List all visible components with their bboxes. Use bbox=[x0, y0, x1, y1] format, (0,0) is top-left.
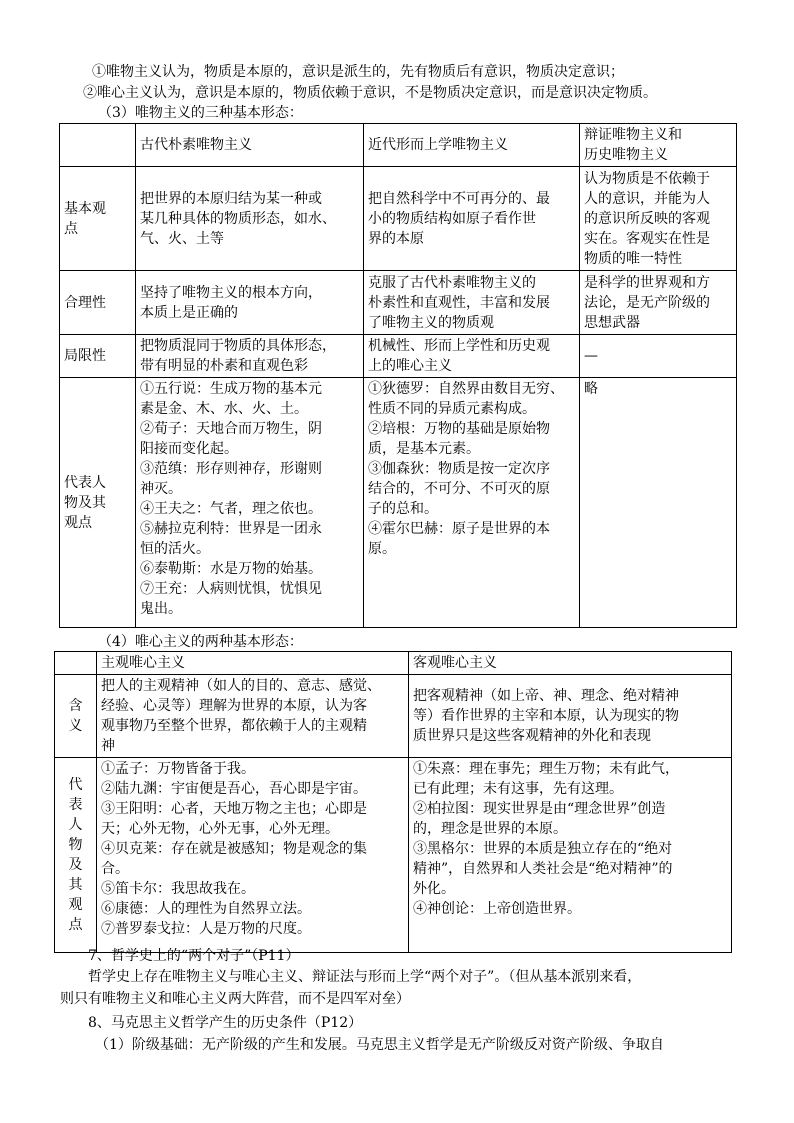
t1-cell-1 bbox=[136, 335, 364, 378]
cell-text-line: 朴素性和直观性，丰富和发展 bbox=[368, 294, 550, 311]
t2-row-label bbox=[55, 758, 97, 953]
cell-text-line: 已有此理；未有这事，先有这理。 bbox=[413, 781, 623, 797]
cell-text-line: 性质不同的异质元素构成。 bbox=[368, 401, 536, 417]
cell-text-line: 实在。客观实在性是 bbox=[584, 230, 710, 247]
cell-text-line: 观点 bbox=[64, 514, 92, 531]
cell-text-line: 恒的活火。 bbox=[140, 541, 210, 557]
cell-text-line: ③范缜：形存则神存，形谢则 bbox=[140, 461, 322, 477]
t1-header-2 bbox=[364, 124, 580, 167]
section-7-body-1: 哲学史上存在唯物主义与唯心主义、辩证法与形而上学“两个对子”。（但从基本派别来看， bbox=[88, 969, 642, 985]
t1-cell-3 bbox=[580, 167, 737, 271]
t1-cell-3 bbox=[580, 335, 737, 378]
materialism-forms-table bbox=[59, 123, 737, 628]
t1-cell-1 bbox=[136, 271, 364, 335]
t2-cell-1 bbox=[97, 675, 409, 758]
cell-text-line: 天；心外无物，心外无事，心外无理。 bbox=[101, 821, 339, 837]
cell-text-line: ③伽森狄：物质是按一定次序 bbox=[368, 461, 550, 477]
t1-header-1 bbox=[136, 124, 364, 167]
cell-text-line: 观事物乃至整个世界，都依赖于人的主观精 bbox=[101, 718, 367, 734]
cell-text-line: ②荀子：天地合而万物生，阴 bbox=[140, 421, 322, 437]
cell-text-line: 古代朴素唯物主义 bbox=[140, 137, 252, 153]
cell-text-line: 鬼出。 bbox=[140, 601, 182, 617]
t2-header-2 bbox=[409, 652, 732, 675]
cell-text-line: ⑥康德：人的理性为自然界立法。 bbox=[101, 901, 311, 917]
cell-text-line: ②柏拉图：现实世界是由“理念世界”创造 bbox=[413, 801, 666, 817]
cell-text-line: 结合的，不可分、不可灭的原 bbox=[368, 481, 550, 497]
cell-text-line: 辩证唯物主义和 bbox=[584, 127, 682, 143]
cell-text-line: 其 bbox=[68, 877, 83, 893]
cell-text-line: 合理性 bbox=[64, 294, 106, 311]
cell-text-line: 点 bbox=[64, 220, 78, 237]
t1-corner-cell bbox=[60, 124, 136, 167]
cell-text-line: 含 bbox=[68, 698, 83, 714]
cell-text-line: 把人的主观精神（如人的目的、意志、感觉、 bbox=[101, 678, 381, 694]
cell-text-line: ③王阳明：心者，天地万物之主也；心即是 bbox=[101, 801, 367, 817]
t1-row bbox=[60, 167, 737, 271]
cell-text-line: 带有明显的朴素和直观色彩 bbox=[140, 358, 308, 374]
cell-text-line: 表 bbox=[68, 797, 83, 813]
cell-text-line: 等）看作世界的主宰和本原，认为现实的物 bbox=[413, 708, 679, 724]
t2-row bbox=[55, 675, 732, 758]
cell-text-line: 物质的唯一特性 bbox=[584, 250, 682, 267]
cell-text-line: 质，是基本元素。 bbox=[368, 441, 480, 457]
cell-text-line: 历史唯物主义 bbox=[584, 147, 668, 163]
intro-line-2: ②唯心主义认为，意识是本原的，物质依赖于意识，不是物质决定意识，而是意识决定物质。 bbox=[83, 85, 657, 101]
cell-text-line: 上的唯心主义 bbox=[368, 358, 452, 374]
cell-text-line: ①孟子：万物皆备于我。 bbox=[101, 761, 255, 777]
cell-text-line: 神 bbox=[101, 738, 115, 754]
cell-text-line: 客观唯心主义 bbox=[413, 655, 497, 671]
cell-text-line: ⑤笛卡尔：我思故我在。 bbox=[101, 881, 255, 897]
cell-text-line: ④霍尔巴赫：原子是世界的本 bbox=[368, 521, 550, 537]
cell-text-line: 了唯物主义的物质观 bbox=[368, 314, 494, 331]
t1-row-label bbox=[60, 271, 136, 335]
cell-text-line: 某几种具体的物质形态，如水、 bbox=[140, 210, 336, 227]
t2-cell-1 bbox=[97, 758, 409, 953]
cell-text-line: 坚持了唯物主义的根本方向， bbox=[140, 284, 322, 301]
cell-text-line: 质世界只是这些客观精神的外化和表现 bbox=[413, 728, 651, 744]
cell-text-line: ①狄德罗：自然界由数目无穷、 bbox=[368, 381, 564, 397]
section-7-body-2: 则只有唯物主义和唯心主义两大阵营，而不是四军对垒） bbox=[60, 991, 410, 1007]
cell-text-line: 素是金、木、水、火、土。 bbox=[140, 401, 308, 417]
cell-text-line: 基本观 bbox=[64, 200, 106, 217]
intro-line-1: ①唯物主义认为，物质是本原的，意识是派生的，先有物质后有意识，物质决定意识； bbox=[92, 64, 624, 80]
idealism-forms-table bbox=[54, 651, 732, 953]
cell-text-line: 代 bbox=[68, 777, 83, 793]
cell-text-line: 是科学的世界观和方 bbox=[584, 274, 710, 291]
cell-text-line: 小的物质结构如原子看作世 bbox=[368, 210, 536, 227]
t1-cell-2 bbox=[364, 378, 580, 628]
t1-cell-2 bbox=[364, 167, 580, 271]
t2-row bbox=[55, 758, 732, 953]
cell-text-line: 把自然科学中不可再分的、最 bbox=[368, 190, 550, 207]
t1-cell-2 bbox=[364, 271, 580, 335]
cell-text-line: 人 bbox=[68, 817, 83, 833]
cell-text-line: 子的总和。 bbox=[368, 501, 438, 517]
cell-text-line: ④贝克莱：存在就是被感知；物是观念的集 bbox=[101, 841, 367, 857]
t2-header-1 bbox=[97, 652, 409, 675]
cell-text-line: 合。 bbox=[101, 861, 129, 877]
section-8-title: 8、马克思主义哲学产生的历史条件（P12） bbox=[88, 1015, 363, 1031]
cell-text-line: 及 bbox=[68, 857, 83, 873]
cell-text-line: 思想武器 bbox=[584, 314, 640, 331]
cell-text-line: 观 bbox=[68, 897, 83, 913]
t1-cell-2 bbox=[364, 335, 580, 378]
t1-cell-3 bbox=[580, 271, 737, 335]
cell-text-line: 精神”，自然界和人类社会是“绝对精神”的 bbox=[413, 861, 673, 877]
cell-text-line: 局限性 bbox=[64, 348, 106, 364]
section-8-body-1: （1）阶级基础：无产阶级的产生和发展。马克思主义哲学是无产阶级反对资产阶级、争取自 bbox=[95, 1037, 664, 1053]
cell-text-line: ④王夫之：气者，理之依也。 bbox=[140, 501, 322, 517]
cell-text-line: 代表人 bbox=[64, 474, 106, 491]
cell-text-line: 物 bbox=[68, 837, 83, 853]
cell-text-line: 克服了古代朴素唯物主义的 bbox=[368, 274, 536, 291]
cell-text-line: 义 bbox=[68, 718, 83, 734]
cell-text-line: 神灭。 bbox=[140, 481, 182, 497]
cell-text-line: ⑦王充：人病则忧惧，忧惧见 bbox=[140, 581, 322, 597]
cell-text-line: 略 bbox=[584, 381, 598, 397]
t1-row bbox=[60, 378, 737, 628]
section-7-title: 7、哲学史上的“两个对子”（P11） bbox=[88, 948, 300, 964]
cell-text-line: 外化。 bbox=[413, 881, 455, 897]
cell-text-line: 主观唯心主义 bbox=[101, 655, 185, 671]
cell-text-line: ⑦普罗泰戈拉：人是万物的尺度。 bbox=[101, 921, 311, 937]
cell-text-line: 认为物质是不依赖于 bbox=[584, 170, 710, 187]
cell-text-line: 把世界的本原归结为某一种或 bbox=[140, 190, 322, 207]
section-heading-4: （4）唯心主义的两种基本形态： bbox=[98, 634, 303, 650]
cell-text-line: 气、火、土等 bbox=[140, 230, 224, 247]
cell-text-line: ②陆九渊：宇宙便是吾心，吾心即是宇宙。 bbox=[101, 781, 367, 797]
t1-row-label bbox=[60, 378, 136, 628]
cell-text-line: 原。 bbox=[368, 541, 396, 557]
t1-row bbox=[60, 271, 737, 335]
cell-text-line: 把物质混同于物质的具体形态， bbox=[140, 338, 336, 354]
cell-text-line: 近代形而上学唯物主义 bbox=[368, 137, 508, 153]
t1-row-label bbox=[60, 167, 136, 271]
cell-text-line: ③黑格尔：世界的本质是独立存在的“绝对 bbox=[413, 841, 673, 857]
cell-text-line: — bbox=[584, 348, 598, 364]
t1-header-3 bbox=[580, 124, 737, 167]
t1-row-label bbox=[60, 335, 136, 378]
t2-cell-2 bbox=[409, 758, 732, 953]
t2-header-row bbox=[55, 652, 732, 675]
cell-text-line: ⑤赫拉克利特：世界是一团永 bbox=[140, 521, 322, 537]
cell-text-line: 物及其 bbox=[64, 494, 106, 511]
cell-text-line: ①朱熹：理在事先；理生万物；未有此气， bbox=[413, 761, 679, 777]
cell-text-line: ①五行说：生成万物的基本元 bbox=[140, 381, 322, 397]
cell-text-line: ②培根：万物的基础是原始物 bbox=[368, 421, 550, 437]
cell-text-line: 阳接而变化起。 bbox=[140, 441, 238, 457]
section-heading-3: （3）唯物主义的三种基本形态： bbox=[98, 105, 303, 121]
t1-row bbox=[60, 335, 737, 378]
cell-text-line: 把客观精神（如上帝、神、理念、绝对精神 bbox=[413, 688, 679, 704]
cell-text-line: ⑥泰勒斯：水是万物的始基。 bbox=[140, 561, 322, 577]
cell-text-line: 的意识所反映的客观 bbox=[584, 210, 710, 227]
t1-cell-1 bbox=[136, 167, 364, 271]
t1-header-row bbox=[60, 124, 737, 167]
t2-corner-cell bbox=[55, 652, 97, 675]
cell-text-line: 人的意识，并能为人 bbox=[584, 190, 710, 207]
cell-text-line: 经验、心灵等）理解为世界的本原，认为客 bbox=[101, 698, 367, 714]
t2-cell-2 bbox=[409, 675, 732, 758]
cell-text-line: 的，理念是世界的本原。 bbox=[413, 821, 567, 837]
cell-text-line: ④神创论：上帝创造世界。 bbox=[413, 901, 581, 917]
t1-cell-1 bbox=[136, 378, 364, 628]
cell-text-line: 法论，是无产阶级的 bbox=[584, 294, 710, 311]
cell-text-line: 机械性、形而上学性和历史观 bbox=[368, 338, 550, 354]
t1-cell-3 bbox=[580, 378, 737, 628]
cell-text-line: 界的本原 bbox=[368, 230, 424, 247]
cell-text-line: 本质上是正确的 bbox=[140, 304, 238, 321]
t2-row-label bbox=[55, 675, 97, 758]
cell-text-line: 点 bbox=[68, 917, 83, 933]
